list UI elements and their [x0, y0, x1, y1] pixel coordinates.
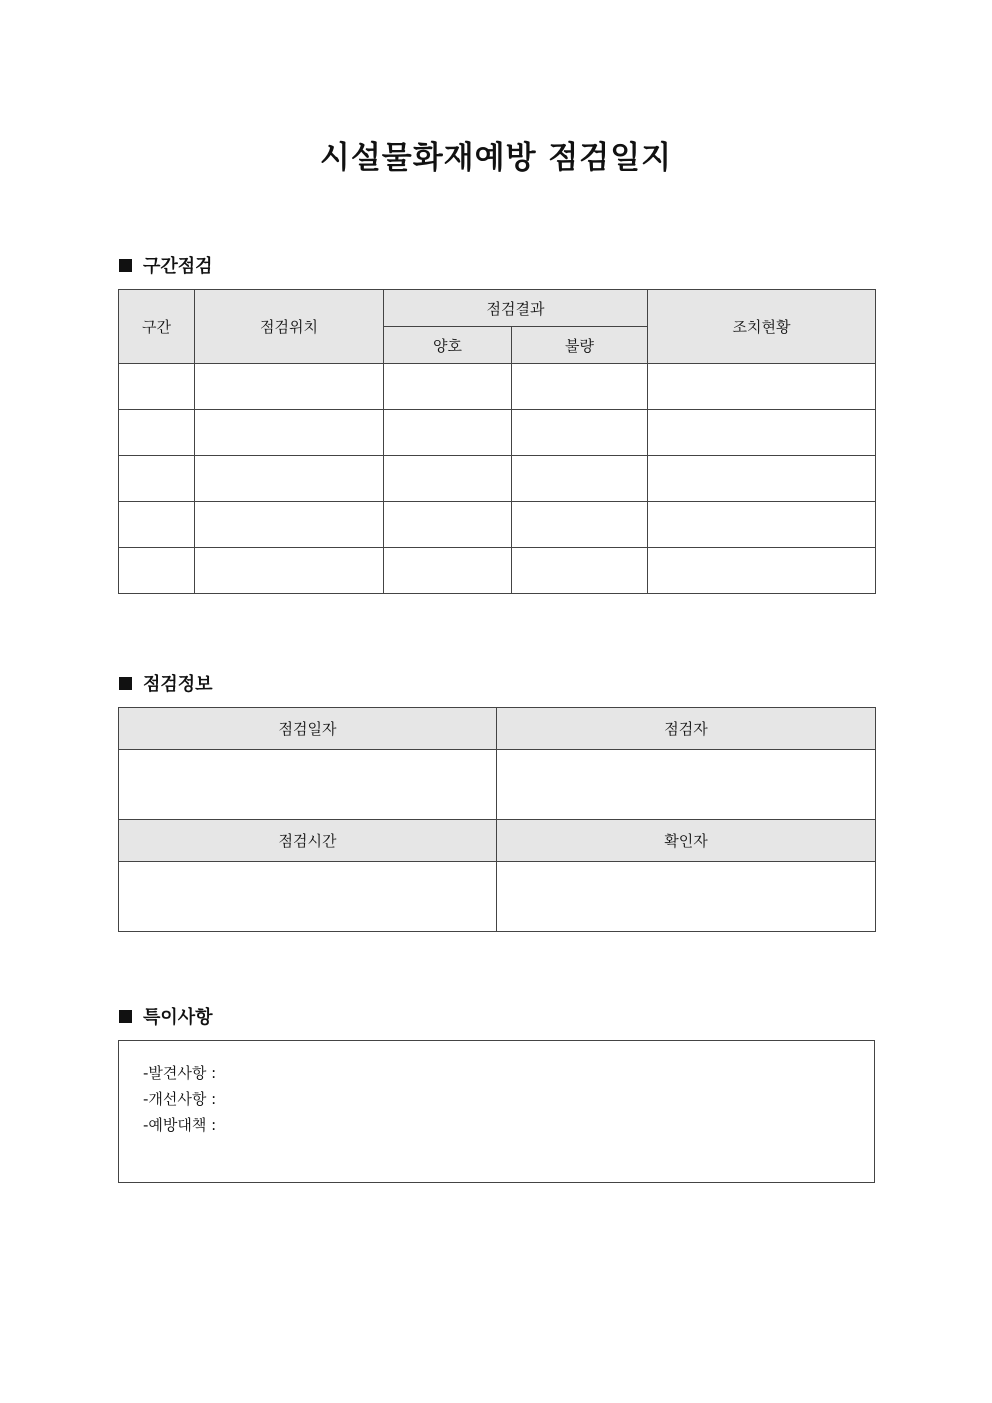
- cell-bad[interactable]: [512, 502, 648, 548]
- section-heading-label: 특이사항: [143, 1007, 213, 1028]
- notes-box[interactable]: [118, 1040, 875, 1183]
- cell-location[interactable]: [195, 456, 384, 502]
- table-row: [119, 364, 876, 410]
- square-bullet-icon: [119, 677, 132, 690]
- header-good: 양호: [384, 327, 512, 364]
- section-heading-info: [119, 671, 213, 695]
- cell-good[interactable]: [384, 364, 512, 410]
- cell-good[interactable]: [384, 410, 512, 456]
- cell-action[interactable]: [648, 502, 876, 548]
- cell-section[interactable]: [119, 502, 195, 548]
- cell-action[interactable]: [648, 410, 876, 456]
- cell-bad[interactable]: [512, 364, 648, 410]
- header-bad: 불량: [512, 327, 648, 364]
- header-confirmer: 확인자: [497, 820, 876, 862]
- info-table: [118, 707, 876, 932]
- cell-section[interactable]: [119, 548, 195, 594]
- header-result: 점검결과: [384, 290, 648, 327]
- table-row: [119, 548, 876, 594]
- time-value-cell[interactable]: [119, 862, 497, 932]
- note-improvement: -개선사항 :: [143, 1090, 217, 1108]
- note-prevention: -예방대책 :: [143, 1116, 217, 1134]
- cell-location[interactable]: [195, 548, 384, 594]
- cell-location[interactable]: [195, 364, 384, 410]
- table-row: [119, 502, 876, 548]
- header-inspector: 점검자: [497, 708, 876, 750]
- header-time: 점검시간: [119, 820, 497, 862]
- section-heading-label: 점검정보: [143, 674, 213, 695]
- header-date: 점검일자: [119, 708, 497, 750]
- header-location: 점검위치: [195, 290, 384, 364]
- cell-bad[interactable]: [512, 456, 648, 502]
- cell-bad[interactable]: [512, 410, 648, 456]
- cell-section[interactable]: [119, 410, 195, 456]
- cell-location[interactable]: [195, 410, 384, 456]
- cell-location[interactable]: [195, 502, 384, 548]
- cell-bad[interactable]: [512, 548, 648, 594]
- table-row: [119, 410, 876, 456]
- cell-action[interactable]: [648, 364, 876, 410]
- cell-action[interactable]: [648, 456, 876, 502]
- date-value-cell[interactable]: [119, 750, 497, 820]
- cell-good[interactable]: [384, 548, 512, 594]
- section-heading-notes: [119, 1004, 213, 1028]
- cell-good[interactable]: [384, 502, 512, 548]
- inspection-table: [118, 289, 876, 594]
- table-row: [119, 456, 876, 502]
- cell-action[interactable]: [648, 548, 876, 594]
- cell-section[interactable]: [119, 456, 195, 502]
- page-title: 시설물화재예방 점검일지: [319, 140, 673, 176]
- square-bullet-icon: [119, 259, 132, 272]
- inspector-value-cell[interactable]: [497, 750, 876, 820]
- section-heading-inspection: [119, 253, 213, 277]
- header-action: 조치현황: [648, 290, 876, 364]
- cell-section[interactable]: [119, 364, 195, 410]
- note-finding: -발견사항 :: [143, 1064, 217, 1082]
- cell-good[interactable]: [384, 456, 512, 502]
- section-heading-label: 구간점검: [143, 256, 213, 277]
- header-section: 구간: [119, 290, 195, 364]
- square-bullet-icon: [119, 1010, 132, 1023]
- confirmer-value-cell[interactable]: [497, 862, 876, 932]
